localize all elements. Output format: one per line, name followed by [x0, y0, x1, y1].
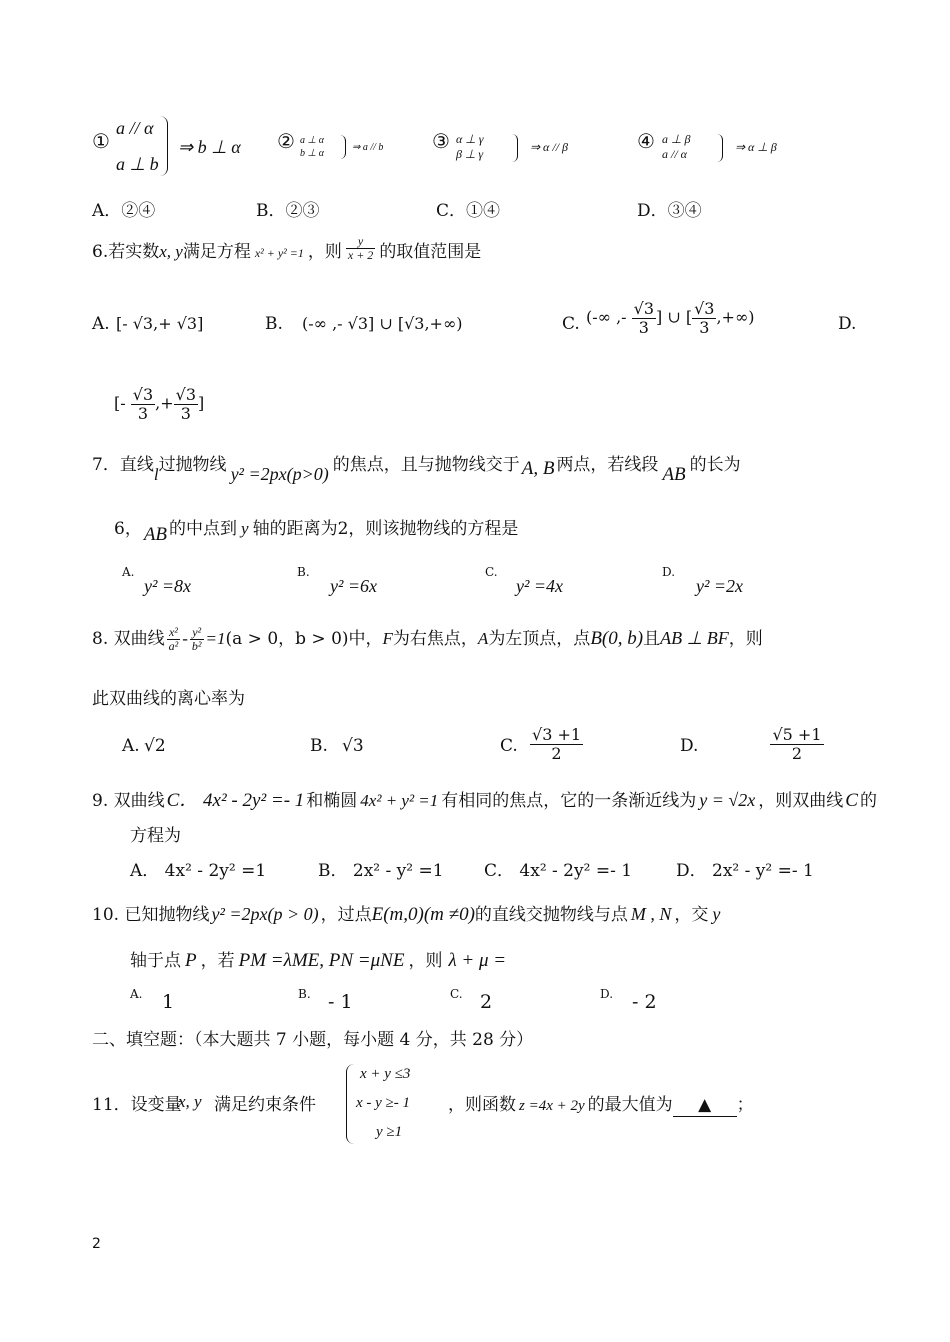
q6-c-frac1-den: 3 [638, 317, 649, 337]
q11-t5: ； [736, 1095, 754, 1115]
q10-c: 2 [480, 991, 493, 1013]
q7-line2-y: y [241, 519, 249, 538]
q6-d-mid: ,+ [155, 393, 174, 413]
q10-t1: 10. 已知抛物线 [92, 905, 210, 925]
q10-line2-b: ，若 [200, 951, 235, 971]
q6-d-post: ] [198, 393, 205, 413]
q8-point-b: B(0, b) [590, 628, 644, 650]
q8-cond: (a > 0，b > 0)中， [225, 629, 383, 650]
q8-c-label: C. [500, 736, 518, 756]
q8-frac-y-num: y² [190, 626, 204, 640]
q6-suffix: 的取值范围是 [379, 242, 482, 262]
q8-minus: - [182, 629, 188, 649]
q6-a-label: A. [92, 314, 110, 334]
q9-ellipse: 4x² + y² =1 [360, 791, 439, 810]
q6-c-frac1-num: √3 [633, 299, 655, 318]
q6-d-frac1-num: √3 [132, 385, 154, 404]
q7-ab: AB [662, 464, 686, 485]
option-2-brace [340, 135, 346, 159]
q11-t3: ，则函数 [448, 1095, 516, 1115]
q7-t5: 的长为 [689, 455, 741, 475]
option-3-brace [512, 134, 518, 162]
q6-c [586, 300, 755, 336]
q8-a-label: A. [122, 736, 140, 756]
option-2-result: ⇒ a // b [352, 142, 384, 153]
q9-t1: 9. 双曲线 [92, 791, 165, 811]
q9-c2: C [845, 790, 858, 811]
q10-d: - 2 [632, 991, 657, 1013]
q8-frac-x-den: a² [168, 639, 179, 654]
q10-sum: λ + μ = [448, 950, 507, 971]
q9-choice-a: A． 4x² - 2y² =1 [130, 861, 267, 881]
q8-d-option [770, 726, 823, 762]
q10-mn: M , N [630, 904, 672, 924]
q10-t2: ，过点 [320, 905, 372, 925]
q10-c-label: C. [450, 987, 463, 1001]
q7-line2-a: 6， [114, 519, 142, 539]
q9-stem-line1 [92, 790, 877, 812]
q7-t3: 的焦点，且与抛物线交于 [332, 455, 520, 475]
q7-a-label: A. [122, 565, 135, 579]
q8-a: A [477, 629, 489, 649]
q9-choice-b: B． 2x² - y² =1 [318, 861, 444, 881]
q8-frac-x-num: x² [167, 626, 181, 640]
q6-c-frac2-num: √3 [694, 299, 715, 318]
q9-t3: 有相同的焦点，它的一条渐近线为 [441, 791, 697, 811]
q9-c: C． 4x² - 2y² =- 1 [166, 790, 305, 811]
q11-stem-tail [448, 1096, 754, 1117]
q9-choice-c: C． 4x² - 2y² =- 1 [484, 861, 633, 881]
q11-t1: 11．设变量 [92, 1095, 182, 1115]
q10-p: P [185, 950, 197, 971]
q8-b-label: B. [310, 736, 328, 756]
q7-points: A, B [521, 458, 555, 479]
q6-c-post: ,+∞) [716, 307, 755, 327]
q10-stem-line1 [92, 904, 720, 926]
q10-equation: y² =2px(p > 0) [211, 904, 319, 924]
q6-fraction-den: x + 2 [347, 248, 374, 262]
option-1-line1: a // α [116, 118, 154, 138]
q6-d-pre: [- [114, 393, 126, 413]
page-number: 2 [92, 1236, 101, 1252]
option-3-number: ③ [432, 129, 450, 153]
q7-b-label: B. [297, 565, 310, 579]
q8-d-num: √5 +1 [772, 725, 822, 744]
q8-d-den: 2 [791, 743, 803, 763]
q5-choice-c: C．①④ [436, 201, 501, 221]
q5-choice-d: D．③④ [637, 201, 702, 221]
q7-stem-line1 [92, 454, 741, 485]
q5-choice-a: A．②④ [92, 201, 156, 221]
q8-c-den: 2 [551, 743, 562, 763]
q7-c-label: C. [485, 565, 498, 579]
q7-line2-b: 的中点到 [169, 519, 238, 539]
q9-t4: ，则双曲线 [758, 791, 844, 811]
q6-mid: 满足方程 [182, 242, 251, 262]
q6-b-label: B. [265, 314, 283, 334]
q6-d-frac2 [174, 386, 198, 422]
option-1-result: ⇒ b ⊥ α [178, 137, 241, 157]
q6-stem [92, 233, 482, 263]
q10-line2-c: ，则 [408, 951, 443, 971]
q8-frac-y [190, 626, 204, 653]
q6-d-frac2-den: 3 [180, 403, 191, 423]
q10-point-e: E(m,0)(m ≠0) [371, 904, 475, 925]
option-3-line1: α ⊥ γ [456, 132, 484, 146]
q6-prefix: 6.若实数 [92, 242, 160, 262]
q5-choice-b: B．②③ [256, 201, 320, 221]
q11-t2: 满足约束条件 [214, 1095, 316, 1115]
q10-a-label: A. [130, 987, 143, 1001]
q7-equation: y² =2px(p>0) [230, 464, 329, 484]
q8-c-num: √3 +1 [532, 725, 582, 744]
q7-t2: 过抛物线 [158, 455, 227, 475]
q6-d [114, 386, 204, 422]
q7-d: y² =2x [696, 576, 744, 596]
q6-vars: x, y [159, 242, 183, 261]
q6-then: ，则 [307, 242, 342, 262]
option-1-number: ① [92, 129, 110, 153]
option-1-line2: a ⊥ b [116, 154, 159, 174]
q6-c-pre: (-∞ ,- [586, 307, 627, 327]
q10-a: 1 [162, 991, 175, 1013]
q8-stem-line1 [92, 626, 763, 653]
q9-stem-line2: 方程为 [130, 826, 181, 846]
q11-brace [346, 1064, 354, 1144]
q11-answer-blank[interactable]: ▲ [673, 1096, 737, 1117]
q8-c-option [530, 726, 583, 762]
q11-constraint-1: x + y ≤3 [360, 1066, 411, 1082]
q6-c-frac2 [692, 300, 716, 336]
q7-c: y² =4x [516, 576, 564, 596]
q6-a: [- √3,+ √3] [116, 314, 204, 333]
q11-vars: x, y [178, 1092, 202, 1111]
q10-t4: ，交 [674, 905, 709, 925]
option-4-line2: a // α [662, 147, 687, 161]
q9-t5: 的 [859, 791, 877, 811]
section-heading: 二、填空题：（本大题共 7 小题，每小题 4 分，共 28 分） [92, 1030, 534, 1050]
q8-b-option: √3 [342, 736, 364, 756]
option-2-line1: a ⊥ α [300, 135, 324, 146]
q9-choice-d: D． 2x² - y² =- 1 [676, 861, 814, 881]
q8-d-label: D. [680, 736, 699, 756]
q11-constraint-3: y ≥1 [376, 1124, 403, 1140]
q7-b: y² =6x [330, 576, 378, 596]
q6-c-mid: ] ∪ [ [656, 307, 693, 327]
q6-d-frac1 [131, 386, 155, 422]
option-3-result: ⇒ α // β [530, 140, 568, 154]
option-2-line2: b ⊥ α [300, 148, 324, 159]
q8-t2: 为右焦点， [392, 629, 478, 650]
q6-c-frac2-den: 3 [699, 317, 710, 337]
q8-t1: 8. 双曲线 [92, 629, 165, 650]
q10-line2-a: 轴于点 [130, 951, 181, 971]
q10-stem-line2 [130, 950, 506, 972]
q7-d-label: D. [662, 565, 676, 579]
option-4-line1: a ⊥ β [662, 132, 691, 146]
q6-d-label: D. [838, 314, 857, 334]
q7-a: y² =8x [144, 576, 192, 596]
option-4-brace [717, 134, 723, 162]
q7-line2-c: 轴的距离为2，则该抛物线的方程是 [252, 519, 519, 539]
q10-b-label: B. [298, 987, 311, 1001]
q6-fraction [346, 235, 375, 262]
q10-b: - 1 [328, 991, 353, 1013]
q9-asymptote: y = √2x [699, 790, 756, 810]
q8-t5: ，则 [728, 629, 763, 650]
q8-t3: 为左顶点，点 [488, 629, 591, 650]
q8-frac-y-den: b² [191, 639, 202, 654]
q11-objective: z =4x + 2y [519, 1098, 585, 1114]
q11-constraint-2: x - y ≥- 1 [356, 1095, 411, 1111]
option-3-line2: β ⊥ γ [456, 147, 484, 161]
q8-perp: AB ⊥ BF [660, 628, 729, 649]
q7-line-l: l [153, 465, 159, 484]
q8-a-option: √2 [144, 736, 166, 756]
q6-b: (-∞ ,- √3] ∪ [√3,+∞) [302, 314, 463, 333]
q9-t2: 和椭圆 [306, 791, 358, 811]
q8-frac-x [167, 626, 181, 653]
option-4-result: ⇒ α ⊥ β [735, 140, 777, 154]
q6-fraction-num: y [346, 235, 375, 249]
q6-c-frac1 [632, 300, 656, 336]
q6-d-frac2-num: √3 [175, 385, 196, 404]
q8-eq1: =1 [205, 629, 226, 649]
q7-stem-line2 [114, 518, 519, 545]
option-4-number: ④ [637, 129, 655, 153]
q6-c-label: C. [562, 314, 580, 334]
q7-t1: 7．直线 [92, 455, 154, 475]
q7-t4: 两点，若线段 [556, 455, 659, 475]
option-2-number: ② [277, 129, 295, 153]
q6-d-frac1-den: 3 [137, 403, 149, 423]
q8-stem-line2: 此双曲线的离心率为 [92, 689, 245, 709]
option-1-brace [160, 116, 168, 176]
q10-t3: 的直线交抛物线与点 [474, 905, 628, 925]
q10-relation: PM =λME, PN =μNE [238, 950, 405, 971]
q11-t4: 的最大值为 [587, 1095, 673, 1115]
q10-d-label: D. [600, 987, 614, 1001]
q8-t4: 且 [643, 629, 661, 650]
q8-f: F [382, 629, 393, 649]
q10-y: y [712, 904, 721, 924]
q6-equation: x² + y² =1 [254, 246, 304, 260]
q7-line2-ab: AB [143, 524, 168, 545]
